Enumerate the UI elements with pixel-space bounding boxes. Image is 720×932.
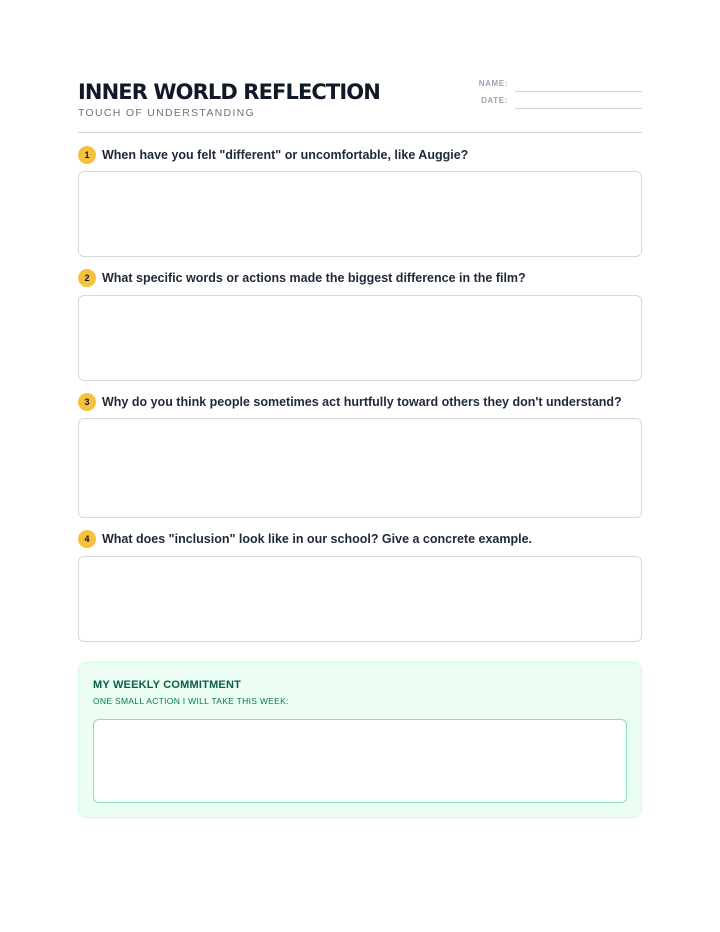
page-subtitle: TOUCH OF UNDERSTANDING xyxy=(78,107,255,119)
question-3 xyxy=(78,393,642,411)
commitment-answer-box[interactable] xyxy=(93,719,627,803)
commitment-subtitle: ONE SMALL ACTION I WILL TAKE THIS WEEK: xyxy=(93,696,289,706)
question-header xyxy=(78,269,642,287)
answer-box-1[interactable] xyxy=(78,171,642,257)
weekly-commitment-panel xyxy=(78,662,642,818)
question-text: What does "inclusion" look like in our school? Give a concrete example. xyxy=(102,532,533,546)
question-2 xyxy=(78,269,642,287)
name-field-row xyxy=(478,76,642,92)
name-input-line[interactable] xyxy=(515,91,642,92)
page-title: INNER WORLD REFLECTION xyxy=(78,80,380,104)
question-1 xyxy=(78,146,642,164)
answer-box-4[interactable] xyxy=(78,556,642,642)
question-number-badge: 4 xyxy=(78,530,96,548)
question-text: When have you felt "different" or uncomfortable, like Auggie? xyxy=(102,148,469,162)
question-text: What specific words or actions made the biggest difference in the film? xyxy=(102,271,526,285)
question-header xyxy=(78,393,642,411)
question-header xyxy=(78,530,642,548)
date-field-row xyxy=(478,93,642,109)
answer-box-3[interactable] xyxy=(78,418,642,518)
name-label: NAME: xyxy=(478,79,508,88)
worksheet-header xyxy=(78,76,642,133)
question-number-badge: 1 xyxy=(78,146,96,164)
question-number-badge: 3 xyxy=(78,393,96,411)
question-number-badge: 2 xyxy=(78,269,96,287)
question-4 xyxy=(78,530,642,548)
question-header xyxy=(78,146,642,164)
commitment-title: MY WEEKLY COMMITMENT xyxy=(93,679,242,691)
date-label: DATE: xyxy=(481,96,508,105)
answer-box-2[interactable] xyxy=(78,295,642,381)
question-text: Why do you think people sometimes act hurtfully toward others they don't understand? xyxy=(102,395,622,409)
date-input-line[interactable] xyxy=(515,108,642,109)
